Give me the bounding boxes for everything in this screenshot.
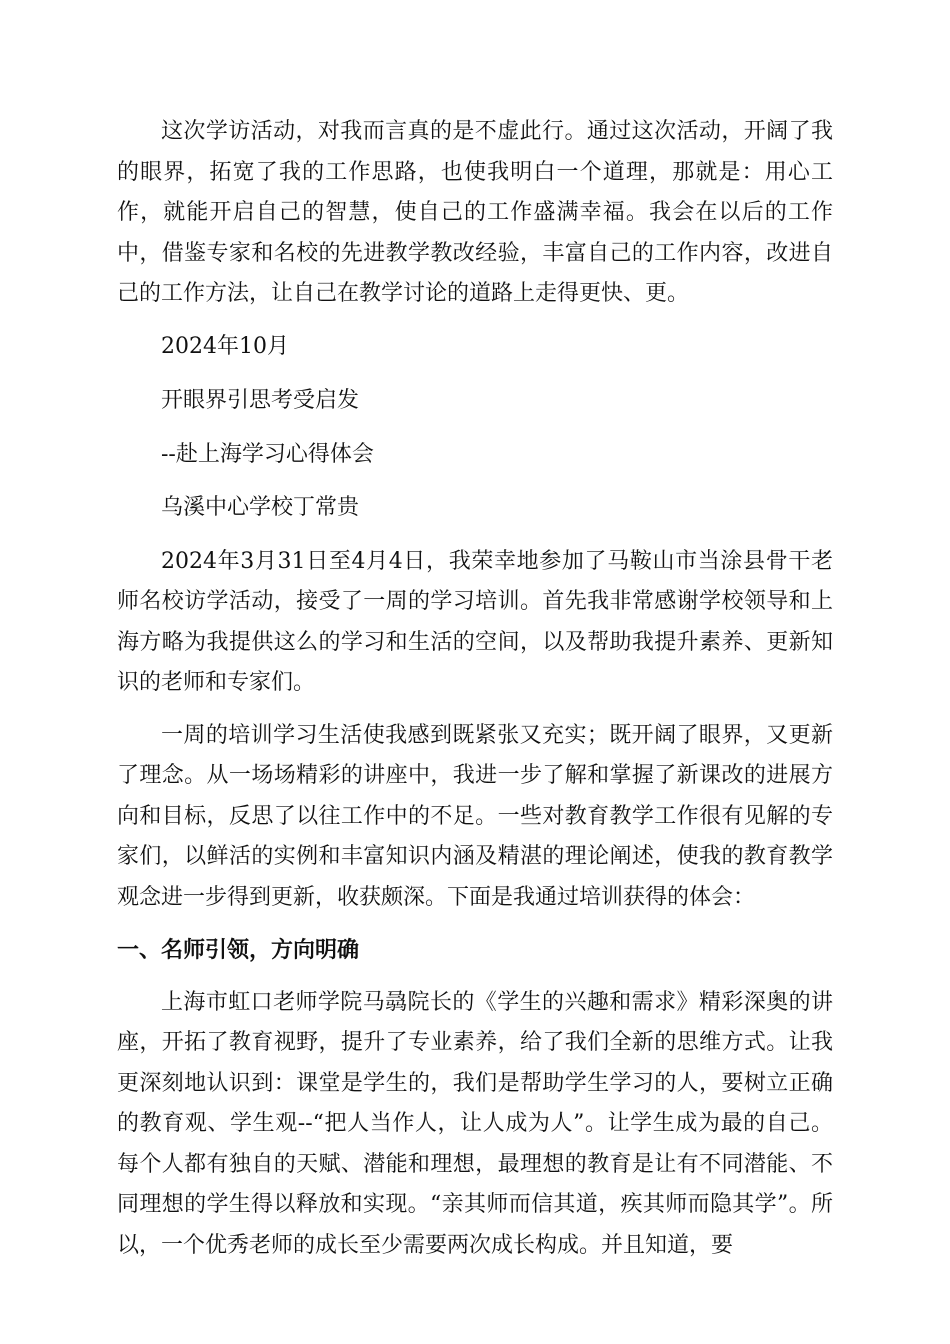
article-title: 开眼界引思考受启发 <box>161 388 360 413</box>
date-line: 2024年10月 <box>161 333 289 359</box>
paragraph-section-body: 上海市虹口老师学院马骉院长的《学生的兴趣和需求》精彩深奥的讲座，开拓了教育视野，提升了专业素养，给了我们全新的思维方式。让我更深刻地认识到：课堂是学生的，我们是帮助学生学习的人，要树立正确的教育观、学生观--“把人当作人，让人成为人”。让学生成为最的自己。每个人都有独自的天赋、潜能和理想，最理想的教育是让有不同潜能、不同理想的学生得以释放和实现。“亲其师而信其道，疾其师而隐其学”。所以，一个优秀老师的成长至少需要两次成长构成。并且知道，要 <box>117 989 833 1258</box>
article-subtitle: --赴上海学习心得体会 <box>161 441 374 467</box>
paragraph-reflection: 这次学访活动，对我而言真的是不虚此行。通过这次活动，开阔了我的眼界，拓宽了我的工作思路，也使我明白一个道理，那就是：用心工作，就能开启自己的智慧，使自己的工作盛满幸福。我会在以后的工作中，借鉴专家和名校的先进教学教改经验，丰富自己的工作内容，改进自己的工作方法，让自己在教学讨论的道路上走得更快、更。 <box>117 119 833 306</box>
paragraph-intro: 2024年3月31日至4月4日，我荣幸地参加了马鞍山市当涂县骨干老师名校访学活动，接受了一周的学习培训。首先我非常感谢学校领导和上海方略为我提供这么的学习和生活的空间，以及帮助我提升素养、更新知识的老师和专家们。 <box>117 548 833 695</box>
paragraph-summary: 一周的培训学习生活使我感到既紧张又充实；既开阔了眼界，又更新了理念。从一场场精彩的讲座中，我进一步了解和掌握了新课改的进展方向和目标，反思了以往工作中的不足。一些对教育教学工作很有见解的专家们，以鲜活的实例和丰富知识内涵及精湛的理论阐述，使我的教育教学观念进一步得到更新，收获颇深。下面是我通过培训获得的体会： <box>117 722 833 910</box>
author-line: 乌溪中心学校丁常贵 <box>161 495 360 520</box>
document-page <box>117 112 833 1266</box>
section-heading: 一、名师引领，方向明确 <box>117 937 360 963</box>
